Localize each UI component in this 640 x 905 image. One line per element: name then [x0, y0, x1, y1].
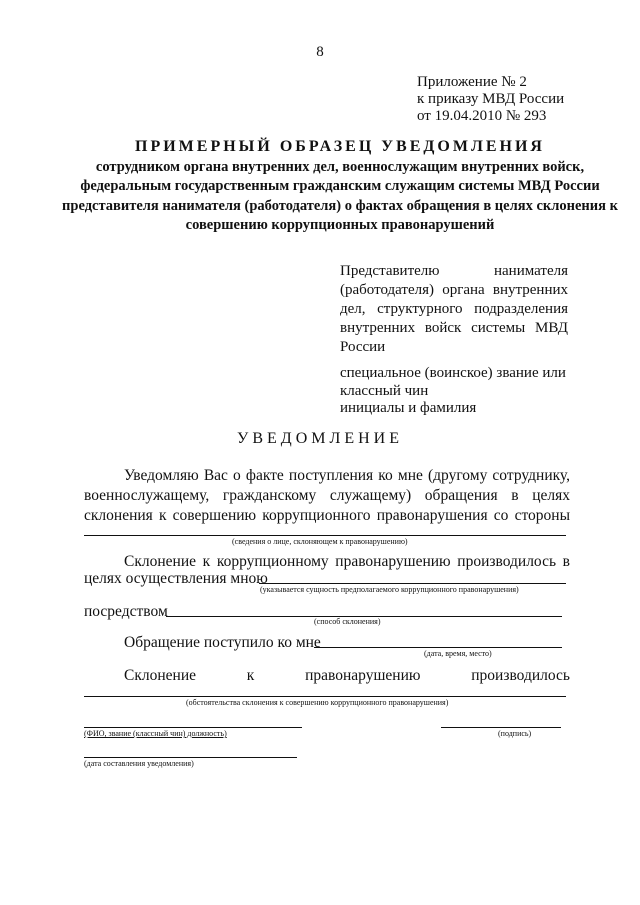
caption-means: (способ склонения) [314, 617, 381, 626]
para1-line-2: военнослужащему, гражданскому служащему) обращения в целях [84, 487, 570, 504]
para-last: Склонение к правонарушению производилось [124, 667, 570, 684]
para2-line-2-label: целях осуществления мною [84, 570, 268, 587]
caption-essence: (указывается сущность предполагаемого коррупционного правонарушения) [260, 585, 519, 594]
notice-heading: УВЕДОМЛЕНИЕ [237, 430, 403, 447]
appendix-line-1: Приложение № 2 [417, 74, 527, 90]
document-subtitle: сотрудником органа внутренних дел, военнослужащим внутренних войск, федеральным государственным гражданским служащим системы МВД России представителя нанимателя (работодателя) о фактах обращения в целях склонения к совершению коррупционных правонарушений [62, 159, 618, 234]
caption-datetime: (дата, время, место) [424, 649, 492, 658]
caption-circumstances: (обстоятельства склонения к совершению коррупционного правонарушения) [186, 698, 449, 707]
signature-underline [441, 727, 561, 728]
appendix-line-2: к приказу МВД России [417, 91, 565, 107]
received-label: Обращение поступило ко мне [124, 634, 321, 651]
caption-person: (сведения о лице, склоняющем к правонарушению) [232, 537, 408, 546]
addressee-line-1: Представителю нанимателя [340, 263, 568, 279]
date-underline [84, 757, 297, 758]
essence-underline [259, 583, 566, 584]
caption-signature: (подпись) [498, 729, 532, 738]
received-underline [314, 647, 562, 648]
addressee-line-4: внутренних войск системы МВД [340, 320, 568, 336]
addressee-line-2: (работодателя) органа внутренних [340, 282, 568, 298]
person-underline [84, 535, 566, 536]
fio-underline [84, 727, 302, 728]
caption-date: (дата составления уведомления) [84, 759, 194, 768]
para1-line-3: склонения к совершению коррупционного правонарушения со стороны [84, 507, 570, 524]
page-number: 8 [316, 44, 324, 60]
rank-line-2: классный чин [340, 383, 429, 399]
rank-line-1: специальное (воинское) звание или [340, 365, 566, 381]
appendix-line-3: от 19.04.2010 № 293 [417, 108, 547, 124]
means-label: посредством [84, 603, 168, 620]
addressee-line-5: России [340, 339, 386, 355]
circumstances-underline [84, 696, 566, 697]
para2-line-1: Склонение к коррупционному правонарушению производилось в [124, 553, 570, 570]
name-line: инициалы и фамилия [340, 400, 477, 416]
caption-fio: (ФИО, звание (классный чин) должность) [84, 729, 227, 738]
document-title: ПРИМЕРНЫЙ ОБРАЗЕЦ УВЕДОМЛЕНИЯ [135, 138, 545, 155]
para1-line-1: Уведомляю Вас о факте поступления ко мне (другому сотруднику, [124, 467, 570, 484]
addressee-line-3: дел, структурного подразделения [340, 301, 568, 317]
